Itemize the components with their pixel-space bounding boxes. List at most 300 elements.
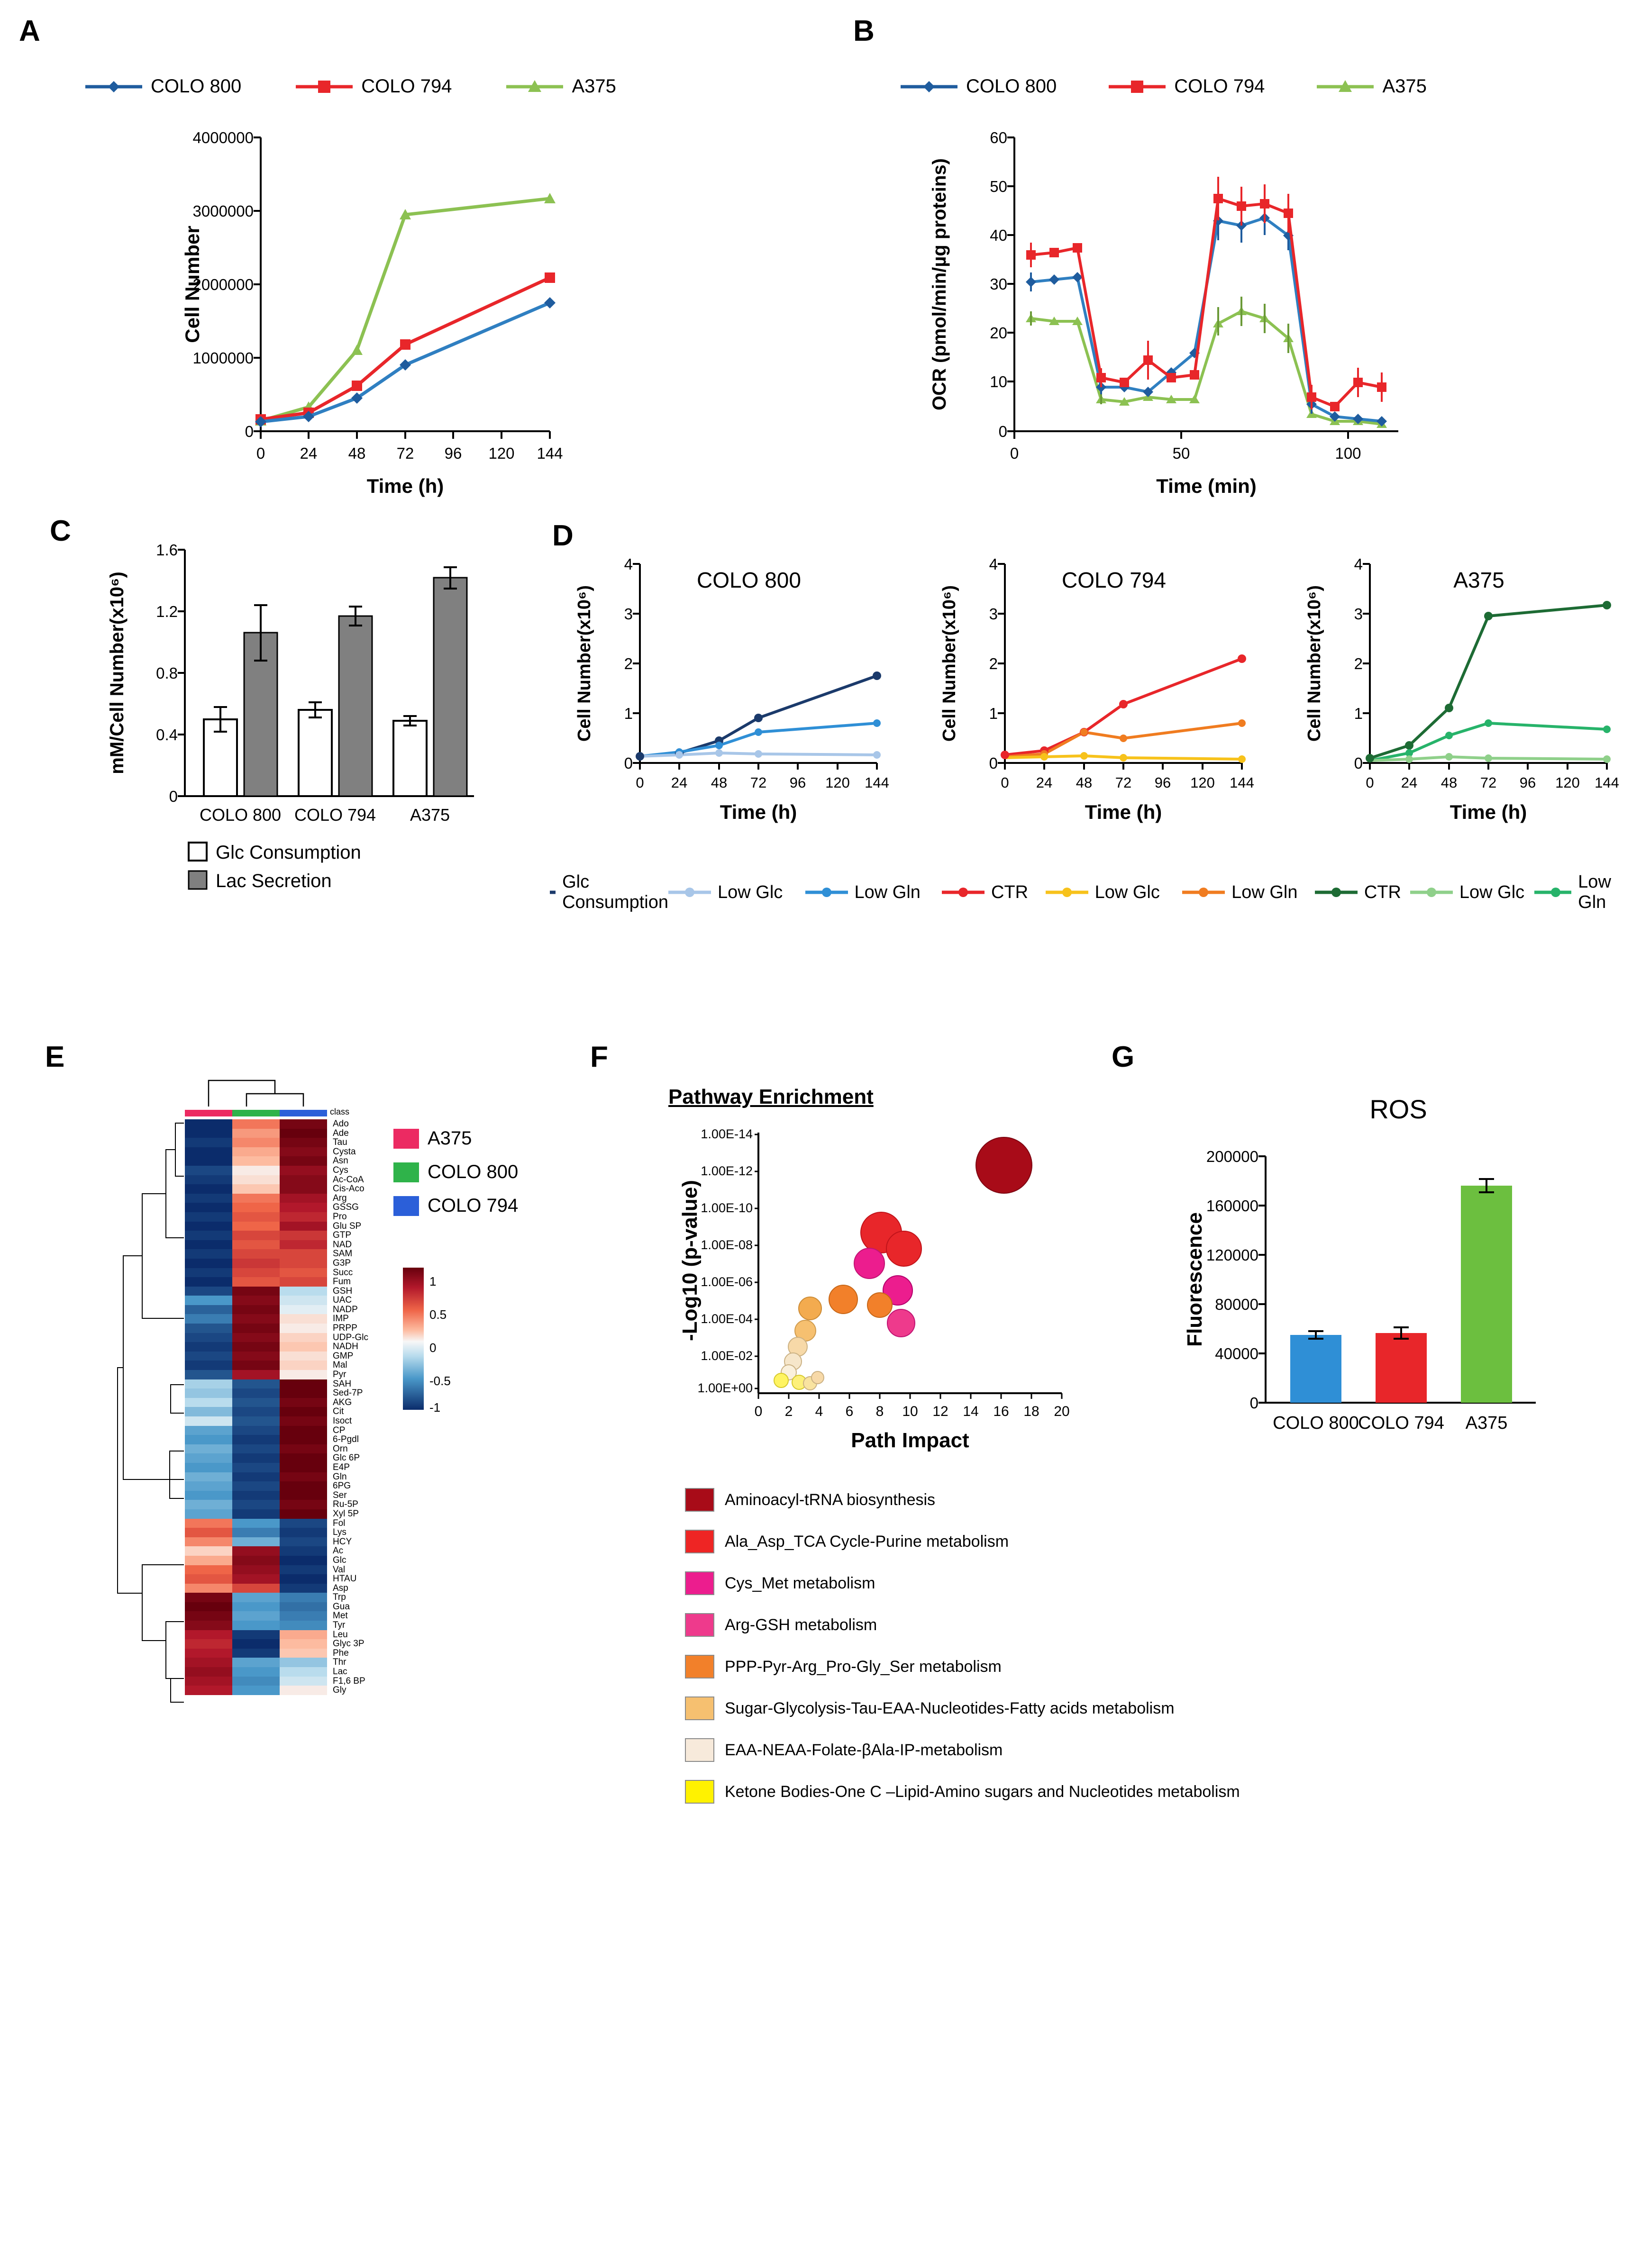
- heatmap-cell: [232, 1463, 280, 1472]
- legend-item-f-1: [685, 1530, 1586, 1553]
- heatmap-cell: [280, 1435, 327, 1444]
- svg-text:0: 0: [245, 423, 254, 440]
- heatmap-row: [185, 1630, 327, 1640]
- heatmap-cell: [232, 1147, 280, 1157]
- heatmap-cell: [185, 1611, 232, 1621]
- legend-line-d1-lowgln: [805, 886, 848, 899]
- svg-text:Fluorescence: Fluorescence: [1183, 1212, 1206, 1347]
- legend-item-f-6: [685, 1738, 1586, 1762]
- heatmap-cell: [185, 1333, 232, 1343]
- legend-swatch-a375: [393, 1129, 419, 1149]
- heatmap-row-label: Cysta: [333, 1146, 356, 1157]
- heatmap-row: [185, 1212, 327, 1222]
- heatmap-row: [185, 1481, 327, 1491]
- heatmap-cell: [232, 1287, 280, 1296]
- heatmap-cell: [185, 1584, 232, 1593]
- heatmap-cell: [185, 1677, 232, 1686]
- heatmap-col-dendrogram: [180, 1057, 337, 1109]
- heatmap-cell: [280, 1667, 327, 1677]
- panel-c: [66, 531, 540, 1028]
- heatmap-cell: [280, 1166, 327, 1175]
- heatmap-row-label: Glc 6P: [333, 1453, 360, 1463]
- heatmap-cell: [280, 1463, 327, 1472]
- heatmap-cell: [185, 1194, 232, 1203]
- heatmap-cell: [185, 1537, 232, 1547]
- heatmap-row: [185, 1398, 327, 1407]
- heatmap-cell: [280, 1259, 327, 1268]
- heatmap-cell: [232, 1416, 280, 1426]
- heatmap-cell: [185, 1147, 232, 1157]
- heatmap-cell: [185, 1268, 232, 1278]
- heatmap-row-label: Gly: [333, 1685, 346, 1696]
- panel-letter-d: D: [552, 519, 574, 552]
- svg-text:20: 20: [1054, 1404, 1070, 1419]
- svg-text:48: 48: [711, 774, 728, 791]
- heatmap-cell: [232, 1407, 280, 1416]
- heatmap-cell: [185, 1342, 232, 1352]
- legend-label-f-6: EAA-NEAA-Folate-βAla-IP-metabolism: [725, 1741, 1003, 1759]
- svg-text:OCR (pmol/min/µg proteins): OCR (pmol/min/µg proteins): [929, 158, 950, 410]
- heatmap-cell: [185, 1184, 232, 1194]
- legend-label-d3-lowgln: Low Gln: [1578, 872, 1611, 912]
- svg-text:2000000: 2000000: [192, 276, 254, 293]
- svg-text:3: 3: [624, 605, 633, 623]
- svg-text:144: 144: [865, 774, 889, 791]
- heatmap-row: [185, 1324, 327, 1333]
- heatmap-row: [185, 1444, 327, 1454]
- svg-text:50: 50: [990, 178, 1007, 195]
- heatmap-row: [185, 1231, 327, 1240]
- heatmap-row-label: Glc: [333, 1555, 346, 1565]
- heatmap-cell: [232, 1649, 280, 1658]
- svg-text:48: 48: [1076, 774, 1093, 791]
- svg-text:120: 120: [488, 445, 515, 462]
- heatmap-cell: [280, 1519, 327, 1528]
- heatmap-cell: [232, 1268, 280, 1278]
- heatmap-grid: [185, 1119, 327, 1695]
- legend-line-a375: [506, 79, 563, 95]
- heatmap-cell: [185, 1463, 232, 1472]
- svg-text:96: 96: [1154, 774, 1171, 791]
- panel-d3-plot: [1275, 545, 1635, 867]
- heatmap-cell: [185, 1240, 232, 1250]
- heatmap-cell: [185, 1305, 232, 1315]
- heatmap-row: [185, 1537, 327, 1547]
- svg-text:Cell Number(x10⁶): Cell Number(x10⁶): [574, 585, 594, 742]
- heatmap-row: [185, 1166, 327, 1175]
- heatmap-cell: [232, 1602, 280, 1612]
- heatmap-row: [185, 1593, 327, 1602]
- heatmap-cell: [185, 1212, 232, 1222]
- svg-text:A375: A375: [1465, 1413, 1508, 1433]
- heatmap-cell: [185, 1352, 232, 1361]
- heatmap-cell: [185, 1361, 232, 1370]
- svg-text:Time (h): Time (h): [720, 801, 797, 823]
- heatmap-row-label: IMP: [333, 1314, 349, 1324]
- heatmap-cell: [232, 1305, 280, 1315]
- heatmap-row: [185, 1342, 327, 1352]
- heatmap-cell: [280, 1156, 327, 1166]
- heatmap-row-label: Fol: [333, 1518, 346, 1528]
- legend-label-d1-lowglc: Low Glc: [718, 882, 783, 902]
- svg-text:COLO 800: COLO 800: [199, 805, 282, 825]
- legend-item-f-7: [685, 1780, 1586, 1804]
- heatmap-row-label: Lys: [333, 1527, 346, 1538]
- heatmap-row-label: Tau: [333, 1137, 347, 1148]
- heatmap-cell: [185, 1388, 232, 1398]
- heatmap-row-label: Pyr: [333, 1370, 346, 1380]
- svg-text:48: 48: [348, 445, 366, 462]
- svg-text:14: 14: [963, 1404, 979, 1419]
- heatmap-row-label: Ser: [333, 1490, 347, 1500]
- svg-text:120: 120: [1190, 774, 1215, 791]
- heatmap-row: [185, 1259, 327, 1268]
- legend-label-heat-a375: A375: [428, 1128, 472, 1149]
- svg-text:1.2: 1.2: [156, 603, 178, 620]
- svg-text:96: 96: [1519, 774, 1536, 791]
- heatmap-row-label: Lac: [333, 1667, 347, 1677]
- legend-label-d1-lowgln: Low Gln: [854, 882, 921, 902]
- svg-text:Cell Number(x10⁶): Cell Number(x10⁶): [1304, 585, 1324, 742]
- heatmap-cell: [232, 1453, 280, 1463]
- svg-text:120: 120: [1555, 774, 1580, 791]
- heatmap-row: [185, 1472, 327, 1482]
- heatmap-cell: [232, 1444, 280, 1454]
- svg-text:0: 0: [256, 445, 265, 462]
- heatmap-cell: [280, 1686, 327, 1695]
- heatmap-cell: [232, 1435, 280, 1444]
- heatmap-cell: [280, 1147, 327, 1157]
- svg-text:3000000: 3000000: [192, 202, 254, 220]
- heatmap-cell: [232, 1259, 280, 1268]
- heatmap-row-label: GSSG: [333, 1202, 359, 1213]
- svg-text:160000: 160000: [1206, 1197, 1258, 1215]
- svg-text:200000: 200000: [1206, 1148, 1258, 1165]
- legend-label-d1-ctr: Glc Consumption: [562, 872, 668, 912]
- panel-b: [830, 38, 1635, 512]
- legend-line-colo794: [296, 79, 353, 95]
- heatmap-cell: [280, 1194, 327, 1203]
- heatmap-row-label: Asp: [333, 1583, 348, 1593]
- heatmap-row-label: Fum: [333, 1277, 351, 1287]
- heatmap-cell: [232, 1574, 280, 1584]
- svg-text:Glc Consumption: Glc Consumption: [216, 842, 361, 863]
- heatmap-cell: [185, 1426, 232, 1435]
- heatmap-row: [185, 1416, 327, 1426]
- heatmap-column-legend: [393, 1128, 518, 1216]
- svg-text:72: 72: [1115, 774, 1132, 791]
- panel-b-plot: [858, 118, 1450, 526]
- heatmap-row: [185, 1388, 327, 1398]
- legend-line-a375-b: [1317, 79, 1374, 95]
- svg-text:2: 2: [1354, 655, 1363, 672]
- heatmap-cell: [280, 1611, 327, 1621]
- panel-letter-a: A: [19, 15, 40, 47]
- heatmap-cell: [232, 1240, 280, 1250]
- heatmap-cell: [280, 1546, 327, 1556]
- svg-text:100: 100: [1335, 445, 1361, 462]
- legend-swatch-f-5: [685, 1696, 714, 1720]
- legend-swatch-f-2: [685, 1571, 714, 1595]
- svg-text:2: 2: [624, 655, 633, 672]
- heatmap-cell: [280, 1119, 327, 1129]
- heatmap-row-label: NADP: [333, 1304, 358, 1315]
- heatmap-cell: [280, 1277, 327, 1287]
- svg-text:0.5: 0.5: [429, 1307, 447, 1322]
- heatmap-cell: [185, 1667, 232, 1677]
- heatmap-cell: [280, 1129, 327, 1138]
- heatmap-cell: [280, 1361, 327, 1370]
- svg-text:6: 6: [845, 1404, 854, 1419]
- heatmap-cell: [185, 1453, 232, 1463]
- heatmap-row: [185, 1435, 327, 1444]
- legend-swatch-colo800: [393, 1162, 419, 1182]
- svg-text:0: 0: [1010, 445, 1019, 462]
- svg-text:144: 144: [1230, 774, 1254, 791]
- heatmap-cell: [185, 1574, 232, 1584]
- heatmap-cell: [232, 1370, 280, 1379]
- panel-letter-g: G: [1112, 1041, 1135, 1073]
- heatmap-row-label: GSH: [333, 1286, 353, 1296]
- heatmap-row: [185, 1649, 327, 1658]
- heatmap-row: [185, 1352, 327, 1361]
- svg-text:24: 24: [671, 774, 688, 791]
- heatmap-row-label: Gua: [333, 1601, 350, 1612]
- heatmap-row-label: E4P: [333, 1462, 350, 1472]
- heatmap-row: [185, 1621, 327, 1630]
- heatmap-row-label: Pro: [333, 1211, 347, 1222]
- heatmap-row-label: Xyl 5P: [333, 1508, 359, 1519]
- heatmap-cell: [280, 1509, 327, 1519]
- heatmap-cell: [232, 1556, 280, 1565]
- heatmap-row-label: Mal: [333, 1360, 347, 1370]
- heatmap-cell: [280, 1621, 327, 1630]
- legend-label-colo794: COLO 794: [361, 76, 452, 97]
- heatmap-class-label: class: [330, 1107, 350, 1116]
- heatmap-cell: [280, 1231, 327, 1240]
- heatmap-row: [185, 1361, 327, 1370]
- heatmap-cell: [232, 1138, 280, 1147]
- svg-text:0: 0: [989, 754, 998, 772]
- heatmap-row-label: UAC: [333, 1295, 352, 1306]
- heatmap-row: [185, 1500, 327, 1509]
- heatmap-cell: [185, 1314, 232, 1324]
- heatmap-row-label: Ado: [333, 1119, 349, 1129]
- heatmap-row: [185, 1407, 327, 1416]
- heatmap-row-label: Thr: [333, 1657, 346, 1668]
- heatmap-cell: [185, 1546, 232, 1556]
- svg-text:96: 96: [444, 445, 462, 462]
- class-bar-colo800: [232, 1110, 280, 1116]
- heatmap-cell: [280, 1565, 327, 1575]
- heatmap-cell: [232, 1277, 280, 1287]
- svg-text:1.00E-12: 1.00E-12: [701, 1164, 753, 1178]
- legend-swatch-f-4: [685, 1655, 714, 1678]
- heatmap-row: [185, 1677, 327, 1686]
- heatmap-colorbar: [398, 1263, 483, 1429]
- legend-label-f-1: Ala_Asp_TCA Cycle-Purine metabolism: [725, 1532, 1009, 1551]
- heatmap-cell: [280, 1212, 327, 1222]
- heatmap-row-label: AKG: [333, 1397, 352, 1407]
- svg-text:48: 48: [1440, 774, 1458, 791]
- heatmap-cell: [185, 1129, 232, 1138]
- svg-text:0.8: 0.8: [156, 664, 178, 682]
- svg-text:120000: 120000: [1206, 1246, 1258, 1264]
- panel-letter-c: C: [50, 515, 71, 547]
- heatmap-row-label: GTP: [333, 1230, 352, 1241]
- svg-text:1: 1: [624, 705, 633, 722]
- svg-text:1.00E-14: 1.00E-14: [701, 1127, 753, 1141]
- heatmap-cell: [280, 1426, 327, 1435]
- heatmap-row-dendrogram: [114, 1119, 185, 1716]
- heatmap-cell: [280, 1342, 327, 1352]
- heatmap-cell: [280, 1602, 327, 1612]
- heatmap-cell: [185, 1639, 232, 1649]
- heatmap-row: [185, 1333, 327, 1343]
- heatmap-row: [185, 1611, 327, 1621]
- heatmap-cell: [280, 1500, 327, 1509]
- svg-text:Cell Number: Cell Number: [181, 226, 203, 343]
- heatmap-cell: [232, 1333, 280, 1343]
- heatmap-row-label: SAH: [333, 1379, 352, 1389]
- svg-text:18: 18: [1023, 1404, 1039, 1419]
- svg-text:24: 24: [1401, 774, 1418, 791]
- heatmap-cell: [185, 1491, 232, 1500]
- heatmap-row-label: PRPP: [333, 1323, 357, 1334]
- heatmap-cell: [280, 1352, 327, 1361]
- heatmap-cell: [232, 1639, 280, 1649]
- legend-label-f-3: Arg-GSH metabolism: [725, 1615, 877, 1634]
- heatmap-row-label: 6PG: [333, 1481, 351, 1491]
- panel-f-legend: [685, 1488, 1586, 1808]
- heatmap-row-label: Ade: [333, 1128, 349, 1138]
- heatmap-cell: [280, 1630, 327, 1640]
- heatmap-row: [185, 1305, 327, 1315]
- panel-a-legend: [85, 76, 616, 97]
- heatmap-row: [185, 1194, 327, 1203]
- svg-text:-0.5: -0.5: [429, 1374, 451, 1388]
- svg-text:10: 10: [990, 373, 1007, 390]
- panel-letter-f: F: [590, 1041, 608, 1073]
- heatmap-cell: [185, 1435, 232, 1444]
- svg-text:0: 0: [754, 1404, 763, 1419]
- heatmap-cell: [280, 1593, 327, 1602]
- svg-text:4: 4: [1354, 555, 1363, 573]
- heatmap-cell: [280, 1584, 327, 1593]
- heatmap-cell: [232, 1203, 280, 1212]
- heatmap-cell: [232, 1184, 280, 1194]
- heatmap-row: [185, 1565, 327, 1575]
- panel-d-legend: [550, 872, 1635, 913]
- svg-text:Time (h): Time (h): [1085, 801, 1162, 823]
- heatmap-row: [185, 1119, 327, 1129]
- panel-g-title: ROS: [1369, 1094, 1427, 1124]
- svg-text:80000: 80000: [1215, 1296, 1258, 1313]
- legend-item-f-5: [685, 1696, 1586, 1720]
- svg-text:1.00E-02: 1.00E-02: [701, 1349, 753, 1363]
- heatmap-row: [185, 1296, 327, 1305]
- heatmap-cell: [232, 1500, 280, 1509]
- svg-text:16: 16: [993, 1404, 1009, 1419]
- legend-label-d2-lowglc: Low Glc: [1094, 882, 1160, 902]
- heatmap-row: [185, 1138, 327, 1147]
- svg-text:120: 120: [825, 774, 850, 791]
- heatmap-row-label: Orn: [333, 1443, 348, 1454]
- heatmap-cell: [280, 1388, 327, 1398]
- svg-text:20: 20: [990, 324, 1007, 342]
- heatmap-row-label: Succ: [333, 1267, 353, 1278]
- svg-text:96: 96: [789, 774, 806, 791]
- heatmap-cell: [185, 1686, 232, 1695]
- svg-text:0.4: 0.4: [156, 726, 178, 744]
- panel-f-title: Pathway Enrichment: [668, 1085, 874, 1108]
- heatmap-row-label: Phe: [333, 1648, 349, 1658]
- heatmap-cell: [232, 1231, 280, 1240]
- heatmap-cell: [280, 1314, 327, 1324]
- svg-text:72: 72: [750, 774, 767, 791]
- svg-text:-Log10 (p-value): -Log10 (p-value): [678, 1180, 702, 1341]
- legend-line-d1-ctr: [550, 886, 556, 899]
- heatmap-row-label: Val: [333, 1564, 346, 1575]
- heatmap-cell: [185, 1379, 232, 1389]
- svg-text:60: 60: [990, 129, 1007, 146]
- heatmap-cell: [232, 1398, 280, 1407]
- heatmap-cell: [232, 1426, 280, 1435]
- svg-text:2: 2: [989, 655, 998, 672]
- heatmap-cell: [232, 1388, 280, 1398]
- heatmap-row: [185, 1602, 327, 1612]
- heatmap-cell: [185, 1630, 232, 1640]
- legend-item-f-4: [685, 1655, 1586, 1678]
- legend-line-d2-lowglc: [1046, 886, 1088, 899]
- heatmap-cell: [185, 1249, 232, 1259]
- heatmap-row: [185, 1314, 327, 1324]
- heatmap-cell: [185, 1509, 232, 1519]
- legend-line-colo800: [85, 79, 142, 95]
- svg-text:4000000: 4000000: [192, 129, 254, 146]
- svg-text:0: 0: [429, 1341, 437, 1355]
- panel-letter-b: B: [853, 15, 875, 47]
- heatmap-cell: [185, 1296, 232, 1305]
- heatmap-row-label: F1,6 BP: [333, 1676, 365, 1686]
- heatmap-cell: [232, 1119, 280, 1129]
- svg-text:40: 40: [990, 227, 1007, 244]
- heatmap-row: [185, 1129, 327, 1138]
- heatmap-cell: [185, 1277, 232, 1287]
- panel-a: [0, 38, 830, 512]
- svg-text:12: 12: [932, 1404, 948, 1419]
- heatmap-row-label: CP: [333, 1425, 346, 1435]
- heatmap-row: [185, 1426, 327, 1435]
- heatmap-cell: [232, 1352, 280, 1361]
- heatmap-row: [185, 1268, 327, 1278]
- heatmap-row: [185, 1546, 327, 1556]
- svg-text:72: 72: [1480, 774, 1497, 791]
- heatmap-row-label: Glyc 3P: [333, 1639, 365, 1649]
- heatmap-row: [185, 1147, 327, 1157]
- heatmap-row: [185, 1184, 327, 1194]
- svg-text:A375: A375: [410, 805, 450, 825]
- heatmap-cell: [185, 1370, 232, 1379]
- legend-swatch-f-6: [685, 1738, 714, 1762]
- svg-text:1.00E-06: 1.00E-06: [701, 1275, 753, 1289]
- svg-text:144: 144: [537, 445, 563, 462]
- svg-text:Path Impact: Path Impact: [851, 1429, 969, 1452]
- heatmap-cell: [232, 1509, 280, 1519]
- heatmap-row-label: Trp: [333, 1592, 346, 1603]
- heatmap-cell: [232, 1194, 280, 1203]
- heatmap-row: [185, 1249, 327, 1259]
